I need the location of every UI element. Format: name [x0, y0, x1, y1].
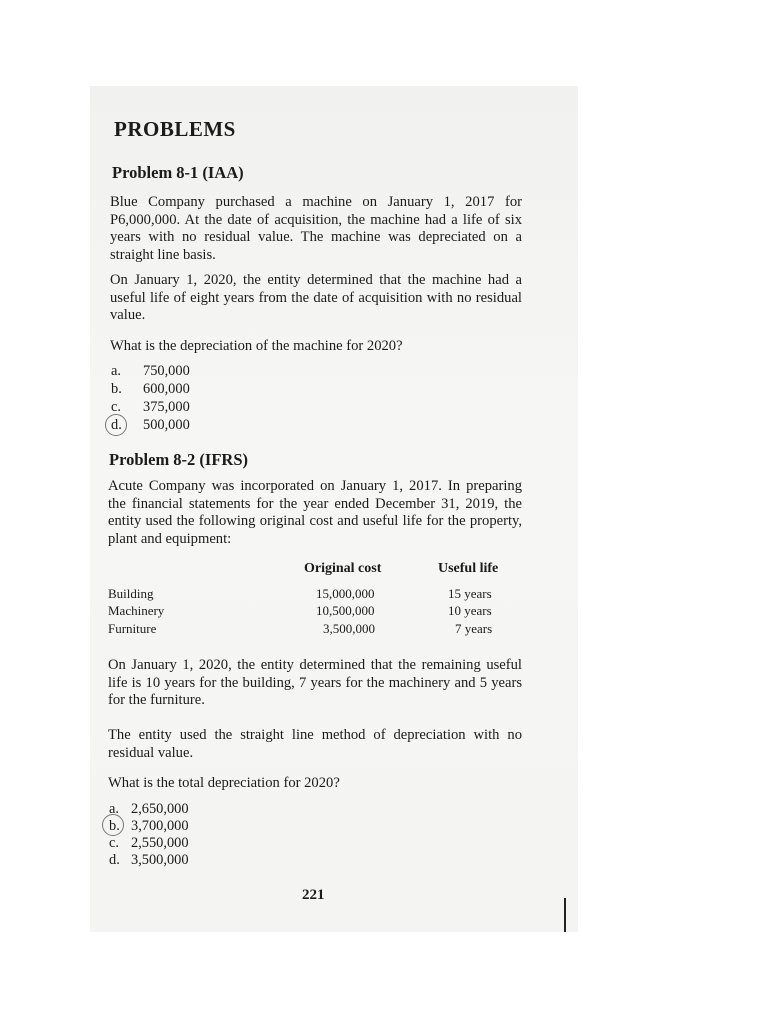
table-cell-life: 10 years — [448, 603, 492, 618]
table-cell-cost: 10,500,000 — [316, 603, 375, 618]
problem-2-paragraph-3: The entity used the straight line method of depreciation with no residual value. — [108, 727, 522, 761]
option-value: 3,700,000 — [131, 818, 189, 834]
page-heading: PROBLEMS — [114, 117, 236, 141]
option-letter: b. — [109, 818, 120, 834]
option-value: 600,000 — [143, 381, 190, 397]
answer-circle-mark — [105, 414, 127, 436]
page-number: 221 — [302, 887, 325, 903]
option-letter: a. — [111, 363, 121, 379]
problem-2-paragraph-1: Acute Company was incorporated on January 1, 2017. In preparing the financial statements for the year ended December 31, 2019, the entity used the following original cost and useful life for the property, plant and equipment: — [108, 478, 522, 547]
table-cell-asset: Machinery — [108, 603, 165, 618]
problem-2-question: What is the total depreciation for 2020? — [108, 775, 340, 791]
option-value: 500,000 — [143, 417, 190, 433]
problem-1-option-c — [111, 398, 190, 416]
table-cell-life: 7 years — [455, 621, 493, 636]
page-edge-line — [564, 898, 566, 932]
problem-1-option-b — [111, 380, 190, 398]
option-value: 2,650,000 — [131, 801, 189, 817]
problem-1-question: What is the depreciation of the machine for 2020? — [110, 338, 403, 354]
problem-1-paragraph-2: On January 1, 2020, the entity determined that the machine had a useful life of eight years from the date of acquisition with no residual value. — [110, 272, 522, 324]
option-value: 3,500,000 — [131, 852, 189, 868]
option-letter: c. — [109, 835, 119, 851]
answer-circle-mark — [102, 814, 124, 836]
option-letter: c. — [111, 399, 121, 415]
option-letter: d. — [109, 852, 120, 868]
option-value: 750,000 — [143, 363, 190, 379]
table-cell-cost: 3,500,000 — [323, 621, 375, 636]
table-header-useful-life: Useful life — [438, 561, 499, 576]
option-letter: b. — [111, 381, 122, 397]
problem-1-option-a — [111, 362, 190, 380]
option-letter: d. — [111, 417, 122, 433]
problem-2-paragraph-2: On January 1, 2020, the entity determined that the remaining useful life is 10 years for the building, 7 years for the machinery and 5 years for the furniture. — [108, 657, 522, 709]
table-header-original-cost: Original cost — [304, 561, 382, 576]
table-cell-asset: Furniture — [108, 621, 157, 636]
option-value: 375,000 — [143, 399, 190, 415]
problem-2-option-d — [109, 851, 189, 869]
problem-2-option-c — [109, 834, 189, 852]
problem-1-paragraph-1: Blue Company purchased a machine on January 1, 2017 for P6,000,000. At the date of acquisition, the machine had a life of six years with no residual value. The machine was depreciated on a straight line basis. — [110, 194, 522, 263]
table-cell-life: 15 years — [448, 586, 492, 601]
problem-1-title: Problem 8-1 (IAA) — [112, 163, 244, 182]
option-value: 2,550,000 — [131, 835, 189, 851]
option-letter: a. — [109, 801, 119, 817]
table-cell-asset: Building — [108, 586, 154, 601]
problem-2-title: Problem 8-2 (IFRS) — [109, 450, 249, 469]
problem-2-option-a — [109, 800, 189, 818]
table-cell-cost: 15,000,000 — [316, 586, 375, 601]
